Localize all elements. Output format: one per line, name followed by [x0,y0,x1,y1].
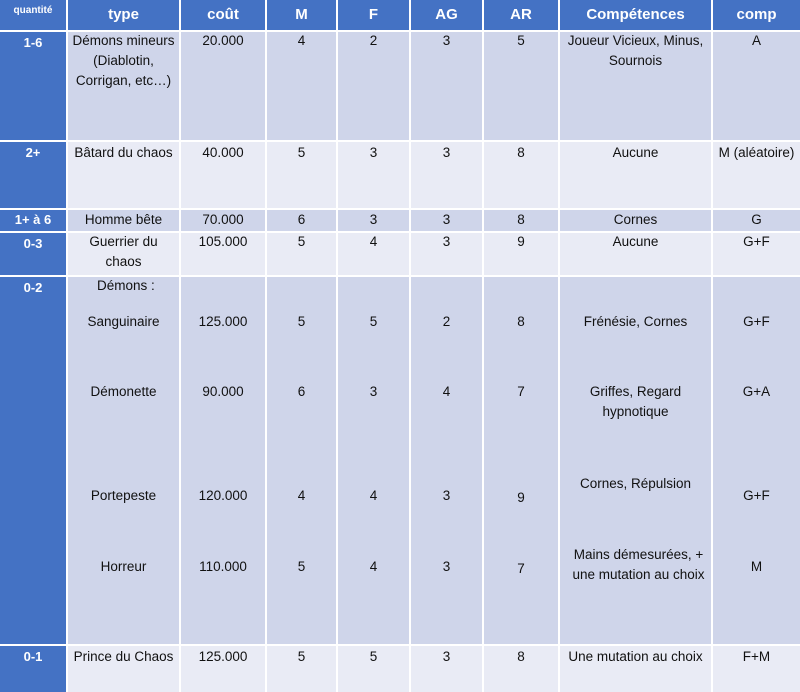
skills-text: Griffes, Regard hypnotique [589,384,682,419]
ar-text: 8 [517,314,525,329]
header-type: type [68,0,179,30]
table-cell [484,277,558,644]
skills-text: Cornes [613,212,658,227]
header-f: F [338,0,409,30]
ag-text: 2 [442,314,451,329]
table-cell [338,277,409,644]
f-text: 2 [369,33,378,48]
header-ar: AR [484,0,558,30]
skills-text: Aucune [612,145,659,160]
cost-text: 125.000 [198,314,248,329]
ar-text: 8 [517,145,525,160]
ag-text: 3 [442,212,451,227]
header-quantity: quantité [0,0,66,30]
header-cost: coût [181,0,265,30]
ag-text: 3 [442,33,451,48]
ag-text: 3 [442,234,451,249]
quantity-cell: 0-2 [0,277,66,644]
table-cell [713,277,800,644]
header-m: M [267,0,336,30]
ar-text: 9 [517,234,525,249]
ag-text: 3 [442,145,451,160]
quantity-cell: 2+ [0,142,66,208]
cost-text: 105.000 [198,234,248,249]
comp-text: F+M [742,649,771,664]
m-text: 5 [297,234,306,249]
f-text: 3 [369,212,378,227]
type-text: Démonette [90,384,157,399]
cost-text: 125.000 [198,649,248,664]
cost-text: 90.000 [202,384,244,399]
m-text: 4 [297,488,306,503]
cost-text: 70.000 [202,212,244,227]
header-ag: AG [411,0,482,30]
ar-text: 5 [517,33,525,48]
type-text: Portepeste [90,488,157,503]
ag-text: 3 [442,649,451,664]
type-text: Prince du Chaos [73,649,174,664]
m-text: 5 [297,559,306,574]
type-text: Sanguinaire [87,314,160,329]
type-text: Guerrier du chaos [89,234,158,269]
header-skills: Compétences [560,0,711,30]
f-text: 3 [369,384,378,399]
skills-text: Cornes, Répulsion [579,476,692,491]
m-text: 5 [297,145,306,160]
m-text: 6 [297,212,306,227]
type-text: Horreur [100,559,147,574]
table-cell [68,277,179,644]
f-text: 5 [369,314,378,329]
quantity-cell: 0-1 [0,646,66,692]
table-cell [560,277,711,644]
comp-text: M (aléatoire) [718,145,795,160]
type-text: Démons mineurs (Diablotin, Corrigan, etc…) [72,33,175,88]
skills-text: Frénésie, Cornes [583,314,688,329]
type-text: Bâtard du chaos [74,145,173,160]
ar-text: 7 [517,561,525,576]
m-text: 6 [297,384,306,399]
m-text: 5 [297,314,306,329]
skills-text: Une mutation au choix [568,649,703,664]
skills-text: Joueur Vicieux, Minus, Sournois [567,33,704,68]
f-text: 3 [369,145,378,160]
f-text: 4 [369,488,378,503]
ag-text: 3 [442,559,451,574]
quantity-cell: 0-3 [0,233,66,275]
ar-text: 7 [517,384,525,399]
quantity-cell: 1-6 [0,32,66,140]
cost-text: 120.000 [198,488,248,503]
skills-text: Mains démesurées, + une mutation au choix [572,547,705,582]
comp-text: G+F [743,234,770,249]
type-text: Homme bête [84,212,163,227]
quantity-cell: 1+ à 6 [0,210,66,231]
ag-text: 3 [442,488,451,503]
cost-text: 20.000 [202,33,244,48]
ar-text: 8 [517,212,525,227]
f-text: 4 [369,559,378,574]
comp-text: G+F [743,314,770,329]
ar-text: 9 [517,490,525,505]
comp-text: G+A [742,384,771,399]
comp-text: G+F [743,488,770,503]
comp-text: G [751,212,762,227]
table-cell [411,277,482,644]
f-text: 5 [369,649,378,664]
m-text: 4 [297,33,306,48]
ag-text: 4 [442,384,451,399]
f-text: 4 [369,234,378,249]
demons-label: Démons : [97,278,155,293]
table-cell [267,277,336,644]
comp-text: A [751,33,761,48]
table-cell [181,277,265,644]
ar-text: 8 [517,649,525,664]
header-comp: comp [713,0,800,30]
cost-text: 110.000 [199,559,247,574]
m-text: 5 [297,649,306,664]
cost-text: 40.000 [202,145,244,160]
comp-text: M [750,559,763,574]
skills-text: Aucune [612,234,659,249]
